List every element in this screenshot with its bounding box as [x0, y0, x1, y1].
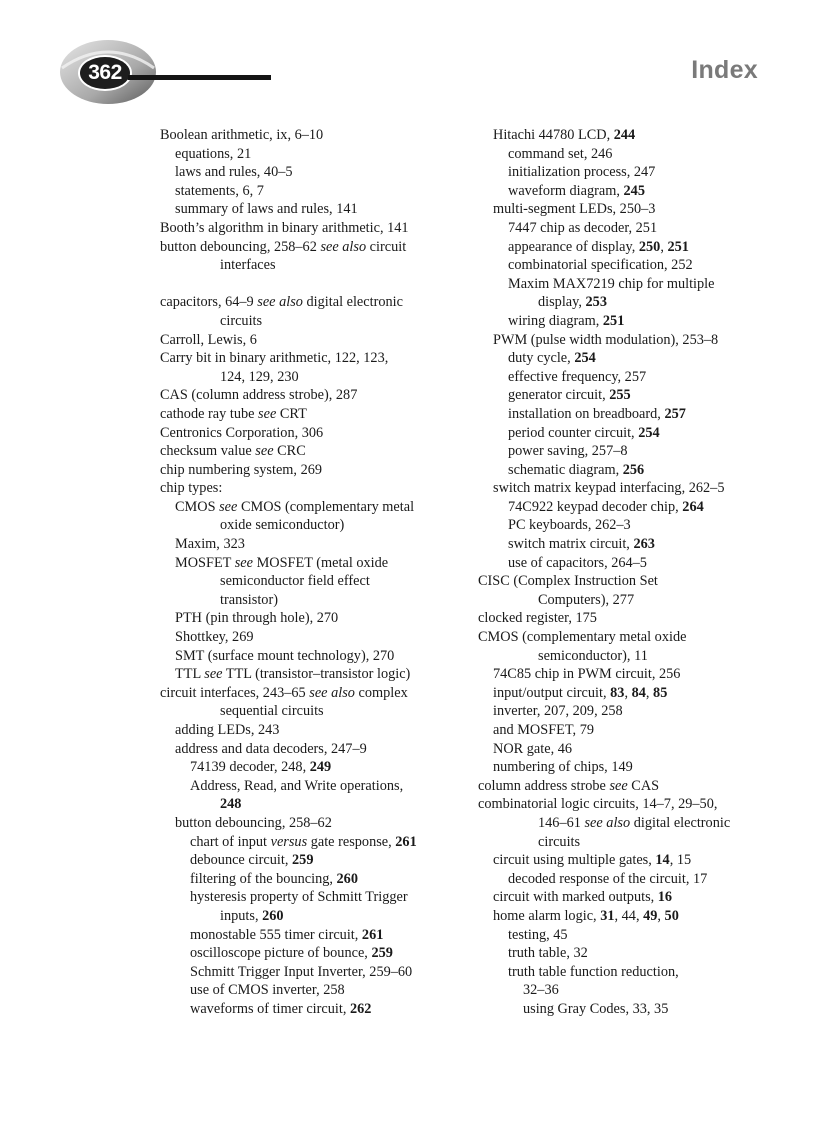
- index-entry: oscilloscope picture of bounce, 259: [190, 945, 393, 962]
- index-entry: use of CMOS inverter, 258: [190, 982, 345, 999]
- index-column-right: [478, 126, 778, 1019]
- index-entry: equations, 21: [175, 145, 252, 162]
- index-entry: switch matrix keypad interfacing, 262–5: [493, 480, 725, 497]
- index-entry-continuation: inputs, 260: [220, 907, 284, 924]
- index-entry: period counter circuit, 254: [508, 424, 660, 441]
- index-entry-continuation: circuits: [538, 833, 581, 850]
- index-entry: summary of laws and rules, 141: [175, 201, 358, 218]
- index-entry: Schmitt Trigger Input Inverter, 259–60: [190, 963, 413, 980]
- index-entry: 74C922 keypad decoder chip, 264: [508, 498, 704, 515]
- index-entry: testing, 45: [508, 926, 568, 943]
- index-entry: column address strobe see CAS: [478, 777, 660, 794]
- index-gap: [160, 275, 460, 294]
- index-entry: combinatorial specification, 252: [508, 257, 693, 274]
- index-entry: Carroll, Lewis, 6: [160, 331, 257, 348]
- header-rule: [128, 75, 271, 80]
- index-entry: filtering of the bouncing, 260: [190, 870, 358, 887]
- index-entry: button debouncing, 258–62: [175, 814, 332, 831]
- index-entry: 74C85 chip in PWM circuit, 256: [493, 666, 681, 683]
- index-entry-continuation: 248: [220, 796, 242, 813]
- index-entry: waveform diagram, 245: [508, 182, 645, 199]
- index-entry: checksum value see CRC: [160, 443, 306, 460]
- index-entry-continuation: sequential circuits: [220, 703, 324, 720]
- index-entry: chip types:: [160, 480, 223, 497]
- index-entry: debounce circuit, 259: [190, 852, 314, 869]
- index-entry: home alarm logic, 31, 44, 49, 50: [493, 907, 679, 924]
- index-entry: use of capacitors, 264–5: [508, 554, 647, 571]
- index-entry: chart of input versus gate response, 261: [190, 833, 417, 850]
- index-entry: CISC (Complex Instruction Set: [478, 573, 658, 590]
- index-entry: numbering of chips, 149: [493, 759, 633, 776]
- index-entry-continuation: transistor): [220, 591, 278, 608]
- index-entry: Shottkey, 269: [175, 629, 254, 646]
- index-entry: using Gray Codes, 33, 35: [523, 1000, 669, 1017]
- index-entry: Maxim, 323: [175, 536, 245, 553]
- index-column-left: [160, 126, 460, 1019]
- index-entry: circuit interfaces, 243–65 see also complex: [160, 684, 408, 701]
- index-entry: combinatorial logic circuits, 14–7, 29–50,: [478, 796, 718, 813]
- index-entry-continuation: oxide semiconductor): [220, 517, 345, 534]
- index-entry-continuation: 32–36: [523, 982, 559, 999]
- index-entry: input/output circuit, 83, 84, 85: [493, 684, 668, 701]
- index-entry: statements, 6, 7: [175, 182, 264, 199]
- index-entry: cathode ray tube see CRT: [160, 405, 307, 422]
- index-entry: appearance of display, 250, 251: [508, 238, 689, 255]
- index-entry: installation on breadboard, 257: [508, 405, 686, 422]
- index-entry: NOR gate, 46: [493, 740, 573, 757]
- index-entry: CMOS (complementary metal oxide: [478, 629, 687, 646]
- index-entry: 7447 chip as decoder, 251: [508, 219, 658, 236]
- index-entry: circuit with marked outputs, 16: [493, 889, 673, 906]
- index-entry: Maxim MAX7219 chip for multiple: [508, 275, 715, 292]
- index-entry: circuit using multiple gates, 14, 15: [493, 852, 692, 869]
- index-entry: monostable 555 timer circuit, 261: [190, 926, 384, 943]
- index-entry: initialization process, 247: [508, 164, 656, 181]
- index-entry: wiring diagram, 251: [508, 312, 625, 329]
- index-entry: Boolean arithmetic, ix, 6–10: [160, 127, 324, 143]
- index-entry: truth table, 32: [508, 945, 588, 962]
- index-entry: and MOSFET, 79: [493, 722, 595, 738]
- index-entry: Carry bit in binary arithmetic, 122, 123,: [160, 350, 389, 367]
- index-entry-continuation: 146–61 see also digital electronic: [538, 814, 731, 831]
- index-entry: Hitachi 44780 LCD, 244: [493, 127, 636, 143]
- index-entry: power saving, 257–8: [508, 443, 628, 460]
- page-number: 362: [88, 61, 122, 84]
- index-entry: multi-segment LEDs, 250–3: [493, 201, 656, 218]
- index-entry: PWM (pulse width modulation), 253–8: [493, 331, 719, 348]
- index-entry-continuation: circuits: [220, 312, 263, 329]
- index-entry: waveforms of timer circuit, 262: [190, 1000, 372, 1017]
- index-entry: Centronics Corporation, 306: [160, 424, 324, 441]
- index-entry: button debouncing, 258–62 see also circuit: [160, 238, 407, 255]
- index-entry-continuation: 124, 129, 230: [220, 368, 299, 385]
- index-entry: laws and rules, 40–5: [175, 164, 293, 181]
- index-entry: MOSFET see MOSFET (metal oxide: [175, 554, 389, 571]
- index-entry: chip numbering system, 269: [160, 461, 323, 478]
- index-entry: effective frequency, 257: [508, 368, 647, 385]
- index-entry: truth table function reduction,: [508, 963, 679, 980]
- index-entry: TTL see TTL (transistor–transistor logic): [175, 666, 411, 683]
- index-entry: address and data decoders, 247–9: [175, 740, 367, 757]
- index-entry-continuation: interfaces: [220, 257, 276, 274]
- page-header: [0, 0, 816, 120]
- index-entry: duty cycle, 254: [508, 350, 596, 367]
- index-entry: Booth’s algorithm in binary arithmetic, 141: [160, 219, 409, 236]
- index-entry: hysteresis property of Schmitt Trigger: [190, 889, 408, 906]
- index-entry: decoded response of the circuit, 17: [508, 870, 708, 887]
- index-entry-continuation: semiconductor field effect: [220, 573, 370, 590]
- index-entry-continuation: display, 253: [538, 294, 607, 311]
- index-entry: capacitors, 64–9 see also digital electronic: [160, 294, 403, 311]
- index-entry: adding LEDs, 243: [175, 722, 280, 738]
- index-entry: clocked register, 175: [478, 610, 597, 627]
- index-entry: PC keyboards, 262–3: [508, 517, 631, 534]
- index-entry: PTH (pin through hole), 270: [175, 610, 339, 627]
- index-entry-continuation: semiconductor), 11: [538, 647, 648, 664]
- index-entry-continuation: Computers), 277: [538, 591, 635, 608]
- index-entry: SMT (surface mount technology), 270: [175, 647, 395, 664]
- index-entry: 74139 decoder, 248, 249: [190, 759, 332, 776]
- section-title: Index: [691, 56, 758, 84]
- index-entry: command set, 246: [508, 145, 613, 162]
- index-entry: schematic diagram, 256: [508, 461, 645, 478]
- index-entry: generator circuit, 255: [508, 387, 631, 404]
- index-entry: CMOS see CMOS (complementary metal: [175, 498, 415, 515]
- index-entry: switch matrix circuit, 263: [508, 536, 655, 553]
- index-entry: CAS (column address strobe), 287: [160, 387, 358, 404]
- index-entry: inverter, 207, 209, 258: [493, 703, 623, 720]
- index-entry: Address, Read, and Write operations,: [190, 777, 404, 794]
